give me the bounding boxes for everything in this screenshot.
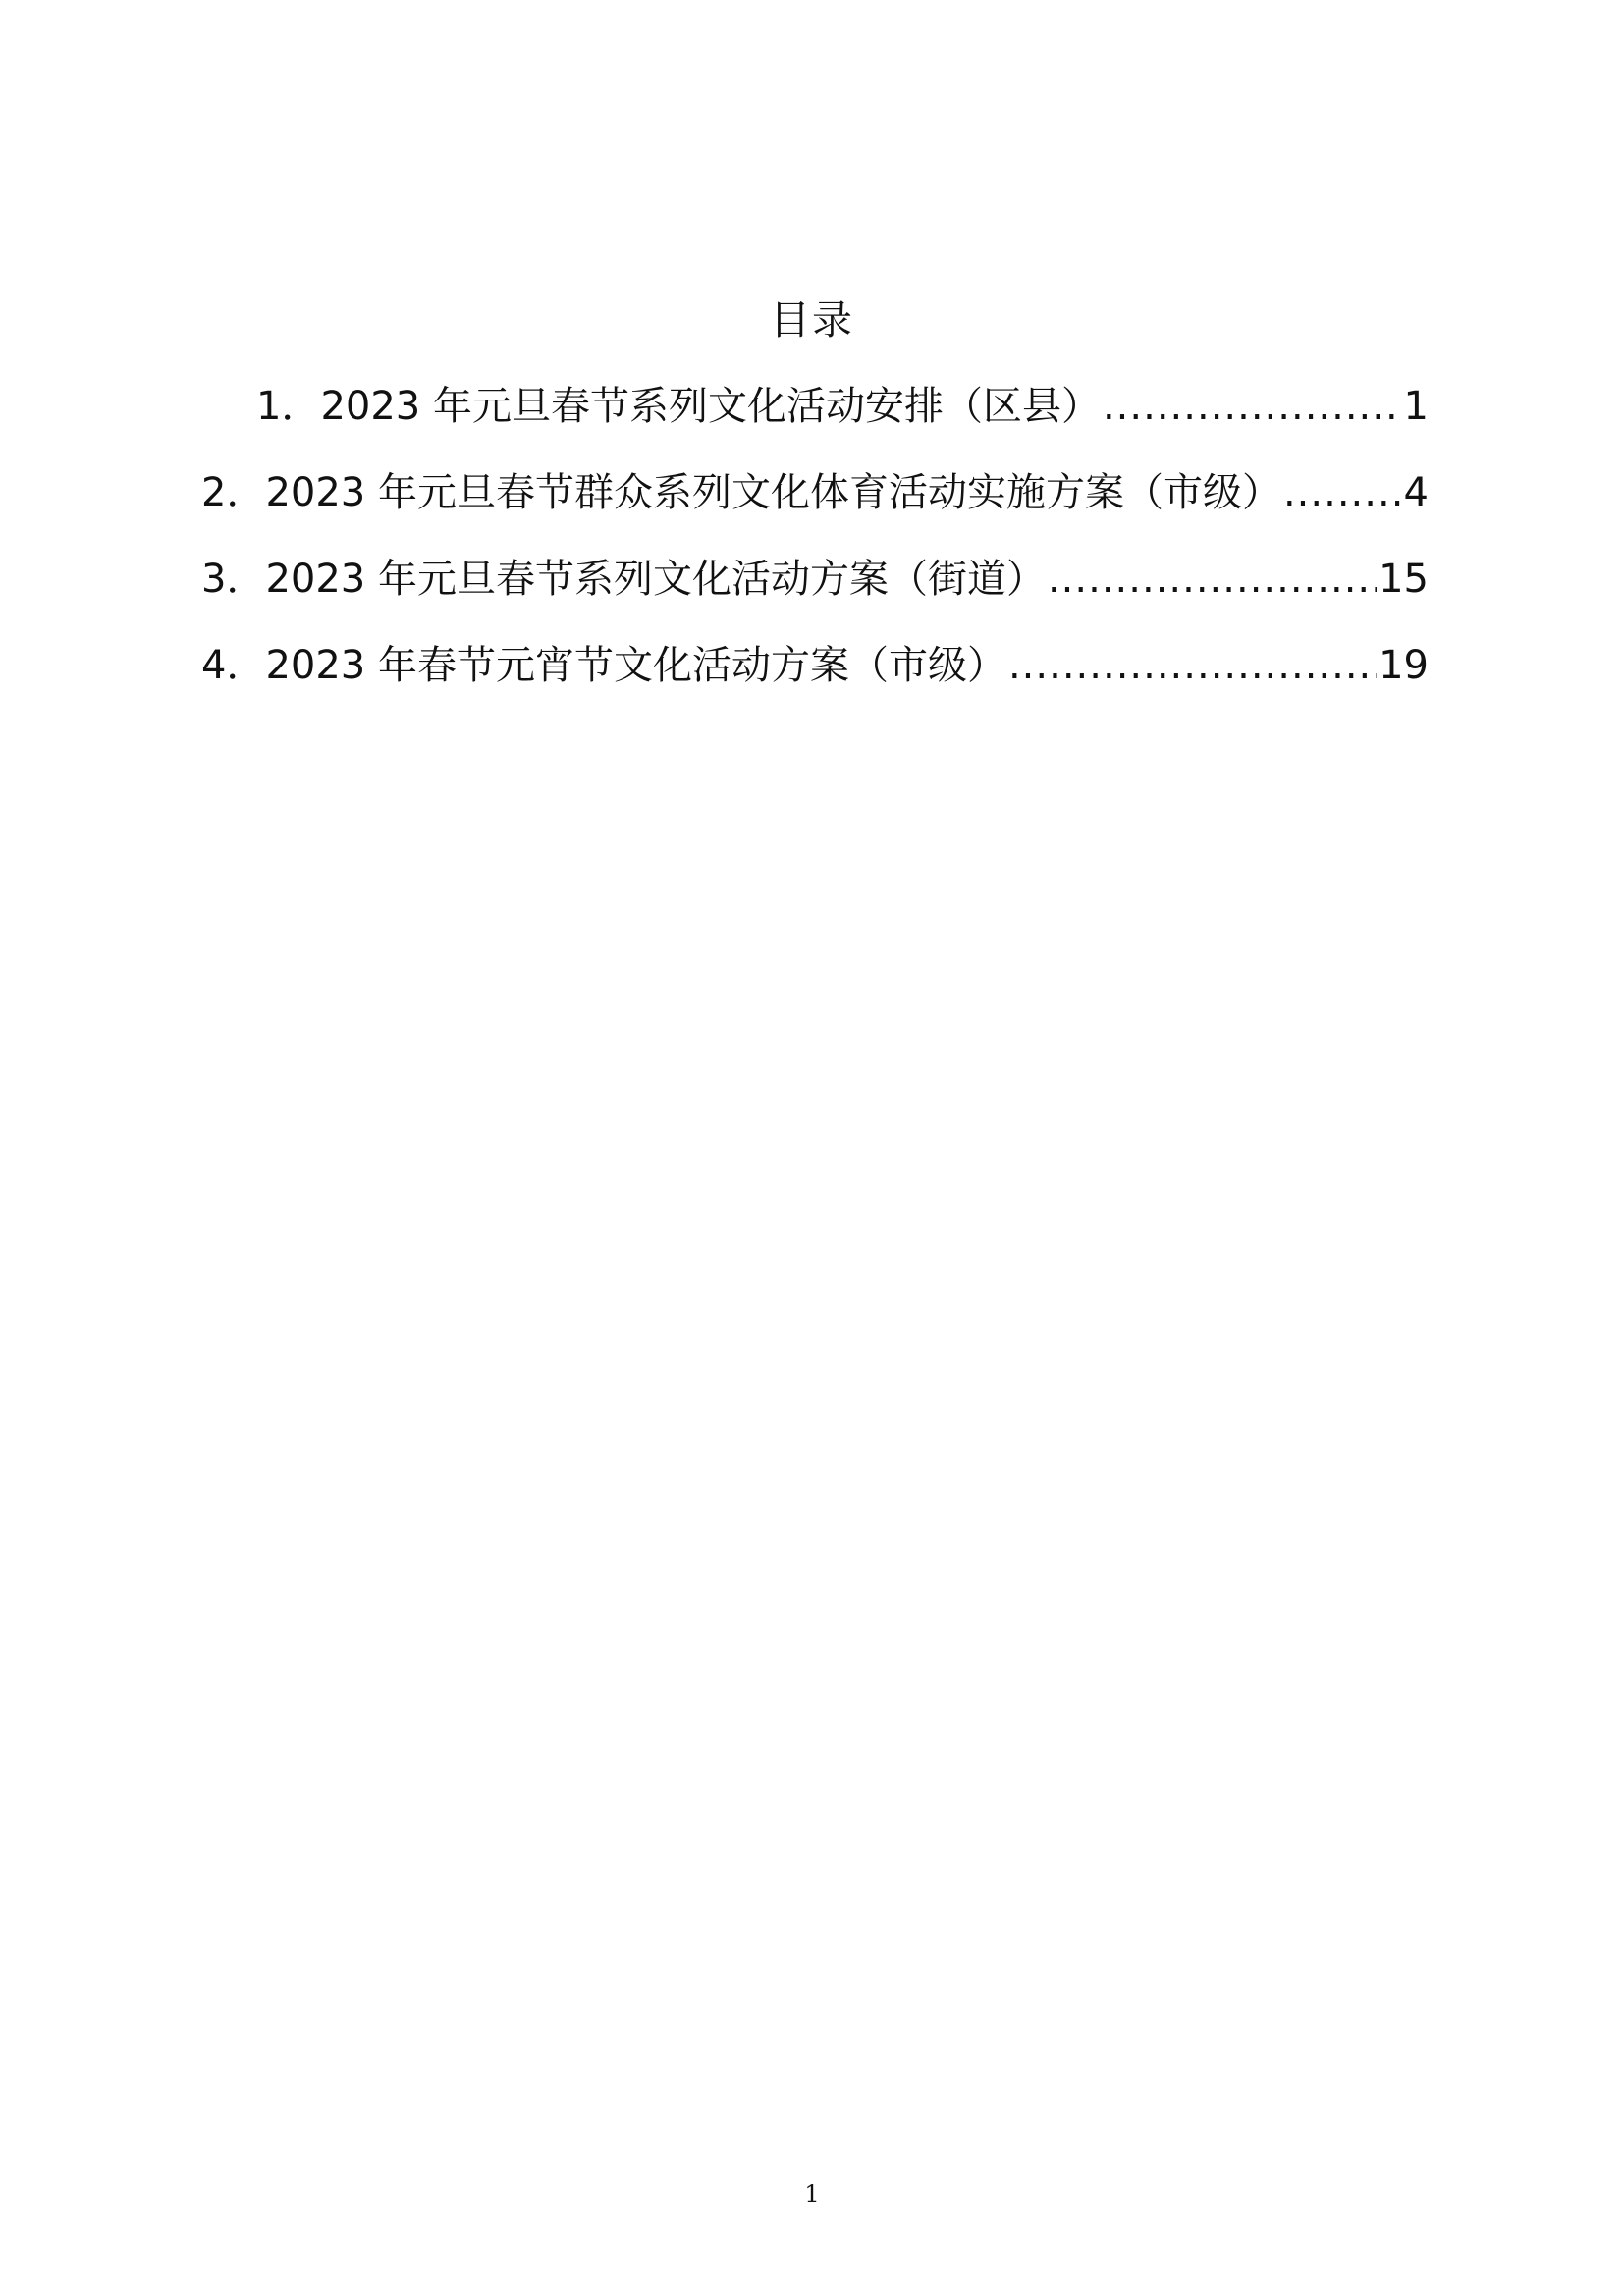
toc-entry-title: 2023 年春节元宵节文化活动方案（市级）	[265, 643, 1006, 688]
toc-entry-3[interactable]	[201, 550, 1429, 636]
toc-entry-title: 2023 年元旦春节系列文化活动方案（街道）	[265, 557, 1046, 602]
toc-entry-number: 1．	[256, 384, 321, 429]
toc-entry-title: 2023 年元旦春节系列文化活动安排（区县）	[320, 384, 1101, 429]
toc-entry-title: 2023 年元旦春节群众系列文化体育活动实施方案（市级）	[265, 470, 1281, 515]
toc-entry-number: 2．	[201, 470, 266, 515]
toc-entry-page: 4	[1403, 470, 1429, 515]
toc-list	[201, 377, 1429, 722]
toc-dot-leader	[1283, 463, 1402, 522]
page-number: 1	[804, 2180, 820, 2208]
toc-dot-leader	[1008, 636, 1377, 695]
toc-entry-page: 19	[1379, 643, 1429, 688]
toc-entry-number: 3．	[201, 557, 266, 602]
toc-entry-page: 1	[1403, 384, 1429, 429]
toc-entry-2[interactable]	[201, 463, 1429, 550]
toc-entry-4[interactable]	[201, 636, 1429, 722]
toc-dot-leader	[1048, 550, 1377, 609]
toc-title: 目录	[770, 296, 854, 344]
toc-dot-leader	[1103, 377, 1402, 436]
toc-entry-number: 4．	[201, 643, 266, 688]
toc-entry-1[interactable]	[201, 377, 1429, 463]
toc-entry-page: 15	[1379, 557, 1429, 602]
